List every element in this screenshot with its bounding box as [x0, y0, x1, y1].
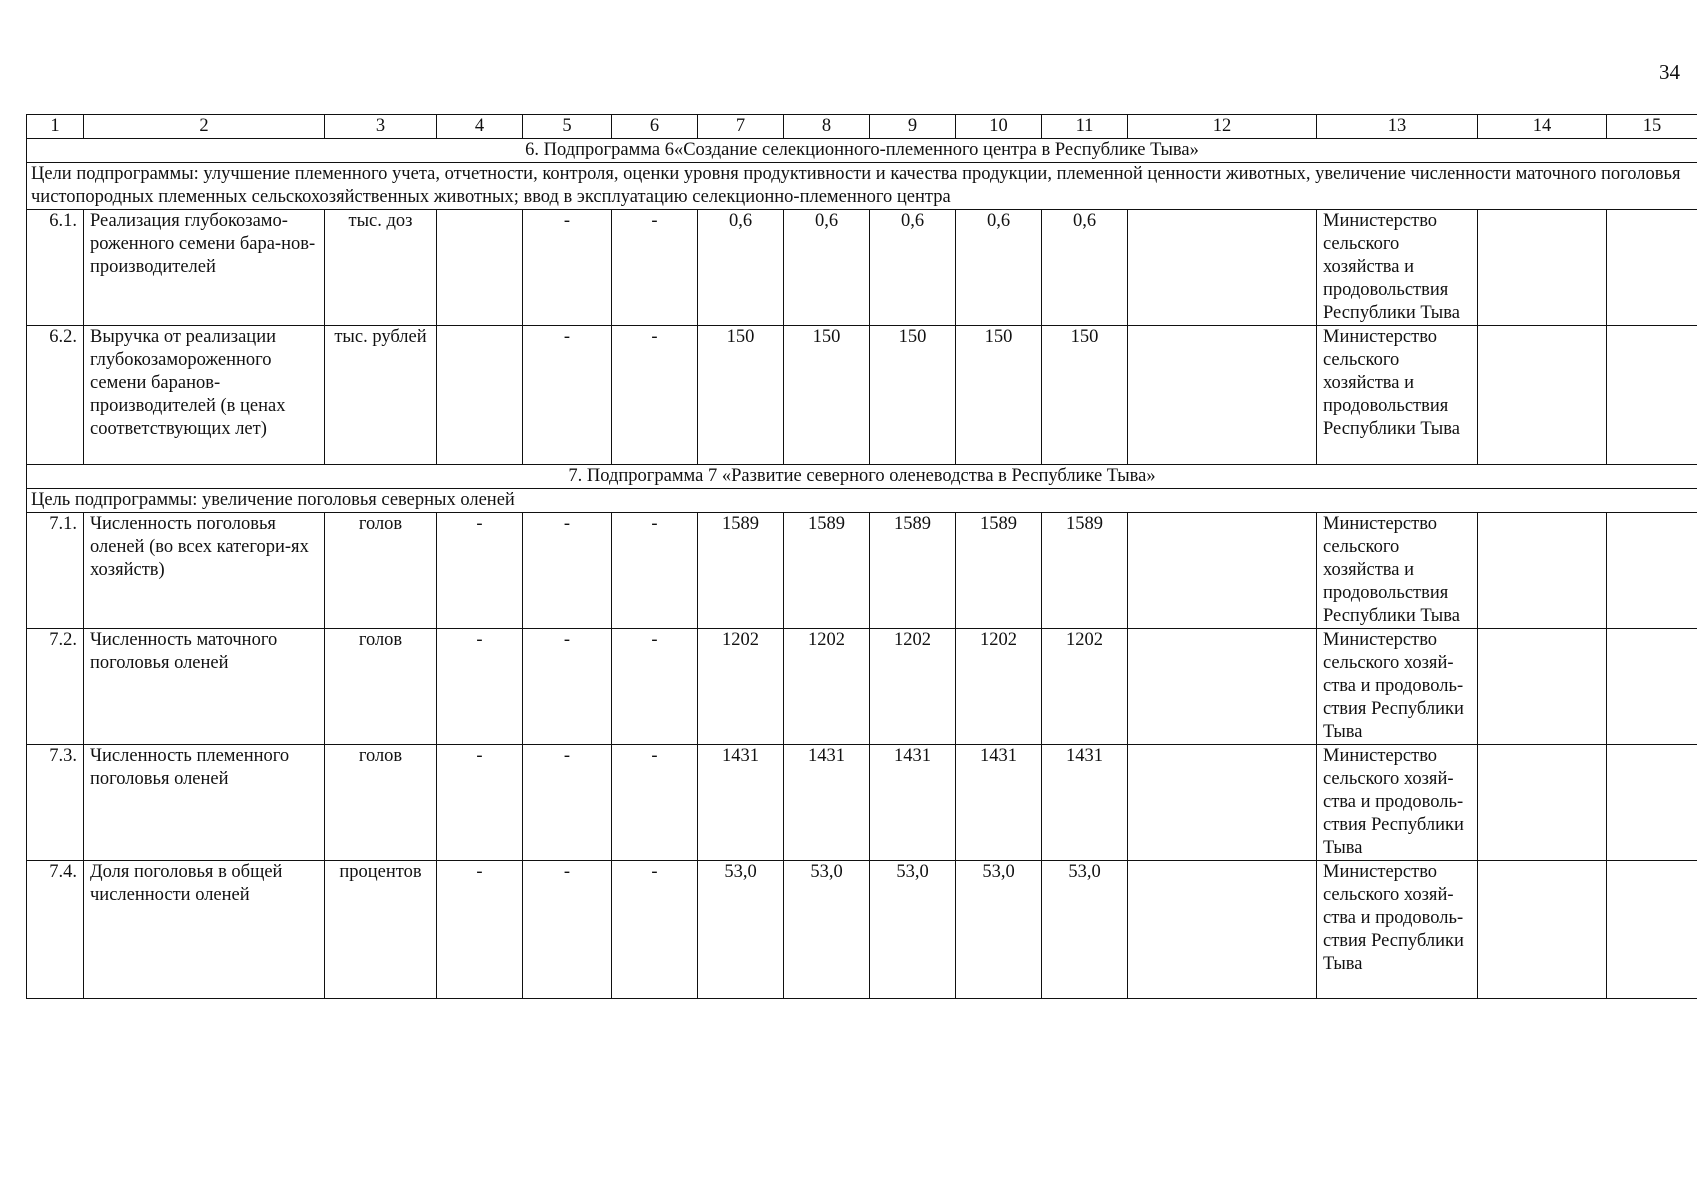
row-number: 7.1.: [27, 513, 84, 629]
table-row: [27, 861, 1697, 999]
indicator-name: Выручка от реализации глубокозамороженного семени баранов-производителей (в ценах соответствующих лет): [84, 326, 325, 465]
value-cell: 1202: [956, 629, 1042, 745]
value-cell: 1431: [784, 745, 870, 861]
value-cell: 150: [698, 326, 784, 465]
column-header: 10: [956, 115, 1042, 139]
cell: -: [437, 629, 523, 745]
cell: -: [523, 513, 612, 629]
section-title-row: [27, 465, 1697, 489]
column-header: 3: [325, 115, 437, 139]
value-cell: 0,6: [698, 210, 784, 326]
cell: [1478, 861, 1607, 999]
row-number: 7.4.: [27, 861, 84, 999]
value-cell: 1589: [870, 513, 956, 629]
column-header: 2: [84, 115, 325, 139]
cell: -: [437, 513, 523, 629]
section-title: 7. Подпрограмма 7 «Развитие северного оленеводства в Республике Тыва»: [27, 465, 1697, 489]
section-goal: Цель подпрограммы: увеличение поголовья северных оленей: [27, 489, 1697, 513]
value-cell: 150: [1042, 326, 1128, 465]
column-header: 5: [523, 115, 612, 139]
cell: [1478, 326, 1607, 465]
column-number-row: [27, 115, 1697, 139]
cell: -: [523, 326, 612, 465]
responsible: Министерство сельского хозяйства и продовольствия Республики Тыва: [1317, 210, 1478, 326]
value-cell: 53,0: [698, 861, 784, 999]
value-cell: 1589: [698, 513, 784, 629]
column-header: 14: [1478, 115, 1607, 139]
cell: [1128, 513, 1317, 629]
table-row: [27, 745, 1697, 861]
section-goal-row: [27, 489, 1697, 513]
column-header: 12: [1128, 115, 1317, 139]
responsible: Министерство сельского хозяй-ства и продоволь-ствия Республики Тыва: [1317, 745, 1478, 861]
value-cell: 1431: [870, 745, 956, 861]
responsible: Министерство сельского хозяйства и продовольствия Республики Тыва: [1317, 326, 1478, 465]
cell: [437, 326, 523, 465]
cell: -: [612, 326, 698, 465]
indicator-name: Численность поголовья оленей (во всех категори-ях хозяйств): [84, 513, 325, 629]
page-number: 34: [1659, 60, 1680, 84]
value-cell: 150: [784, 326, 870, 465]
unit: процентов: [325, 861, 437, 999]
cell: -: [523, 629, 612, 745]
indicator-name: Численность племенного поголовья оленей: [84, 745, 325, 861]
cell: [1607, 513, 1697, 629]
row-number: 6.1.: [27, 210, 84, 326]
table-row: [27, 326, 1697, 465]
value-cell: 1202: [870, 629, 956, 745]
value-cell: 1431: [698, 745, 784, 861]
column-header: 8: [784, 115, 870, 139]
value-cell: 1202: [784, 629, 870, 745]
responsible: Министерство сельского хозяй-ства и продоволь-ствия Республики Тыва: [1317, 861, 1478, 999]
indicator-name: Реализация глубокозамо-роженного семени бара-нов-производителей: [84, 210, 325, 326]
value-cell: 150: [870, 326, 956, 465]
row-number: 7.3.: [27, 745, 84, 861]
section-title-row: [27, 139, 1697, 163]
value-cell: 0,6: [870, 210, 956, 326]
table-row: [27, 629, 1697, 745]
section-goal: Цели подпрограммы: улучшение племенного учета, отчетности, контроля, оценки уровня продуктивности и качества продукции, племенной ценности животных, увеличение численности маточного поголовья чистопородных племенных сельскохозяйственных животных; ввод в эксплуатацию селекционно-племенного центра: [27, 163, 1697, 210]
section-title: 6. Подпрограмма 6«Создание селекционного-племенного центра в Республике Тыва»: [27, 139, 1697, 163]
value-cell: 53,0: [870, 861, 956, 999]
cell: -: [437, 861, 523, 999]
table-row: [27, 513, 1697, 629]
column-header: 6: [612, 115, 698, 139]
value-cell: 53,0: [784, 861, 870, 999]
cell: [1128, 745, 1317, 861]
cell: [1478, 210, 1607, 326]
value-cell: 1202: [1042, 629, 1128, 745]
cell: [1607, 326, 1697, 465]
cell: [1478, 513, 1607, 629]
cell: [1128, 326, 1317, 465]
cell: [1478, 629, 1607, 745]
value-cell: 1431: [1042, 745, 1128, 861]
row-number: 6.2.: [27, 326, 84, 465]
value-cell: 0,6: [956, 210, 1042, 326]
cell: -: [437, 745, 523, 861]
value-cell: 53,0: [956, 861, 1042, 999]
cell: [1128, 210, 1317, 326]
cell: -: [523, 210, 612, 326]
unit: голов: [325, 745, 437, 861]
column-header: 13: [1317, 115, 1478, 139]
column-header: 9: [870, 115, 956, 139]
indicator-name: Доля поголовья в общей численности оленей: [84, 861, 325, 999]
section-goal-row: [27, 163, 1697, 210]
cell: -: [523, 745, 612, 861]
unit: тыс. рублей: [325, 326, 437, 465]
unit: голов: [325, 513, 437, 629]
cell: [1607, 210, 1697, 326]
column-header: 4: [437, 115, 523, 139]
cell: [1607, 629, 1697, 745]
value-cell: 53,0: [1042, 861, 1128, 999]
responsible: Министерство сельского хозяй-ства и продоволь-ствия Республики Тыва: [1317, 629, 1478, 745]
indicator-name: Численность маточного поголовья оленей: [84, 629, 325, 745]
unit: тыс. доз: [325, 210, 437, 326]
row-number: 7.2.: [27, 629, 84, 745]
value-cell: 0,6: [1042, 210, 1128, 326]
cell: [1128, 861, 1317, 999]
cell: -: [612, 861, 698, 999]
cell: -: [612, 745, 698, 861]
value-cell: 150: [956, 326, 1042, 465]
cell: [1607, 745, 1697, 861]
indicators-table: [26, 114, 1697, 999]
cell: [437, 210, 523, 326]
value-cell: 1202: [698, 629, 784, 745]
cell: [1128, 629, 1317, 745]
cell: -: [612, 513, 698, 629]
cell: -: [612, 210, 698, 326]
cell: -: [523, 861, 612, 999]
value-cell: 1589: [956, 513, 1042, 629]
unit: голов: [325, 629, 437, 745]
cell: -: [612, 629, 698, 745]
value-cell: 1589: [784, 513, 870, 629]
column-header: 15: [1607, 115, 1697, 139]
column-header: 1: [27, 115, 84, 139]
value-cell: 1431: [956, 745, 1042, 861]
cell: [1607, 861, 1697, 999]
column-header: 7: [698, 115, 784, 139]
column-header: 11: [1042, 115, 1128, 139]
value-cell: 0,6: [784, 210, 870, 326]
cell: [1478, 745, 1607, 861]
value-cell: 1589: [1042, 513, 1128, 629]
responsible: Министерство сельского хозяйства и продовольствия Республики Тыва: [1317, 513, 1478, 629]
table-row: [27, 210, 1697, 326]
